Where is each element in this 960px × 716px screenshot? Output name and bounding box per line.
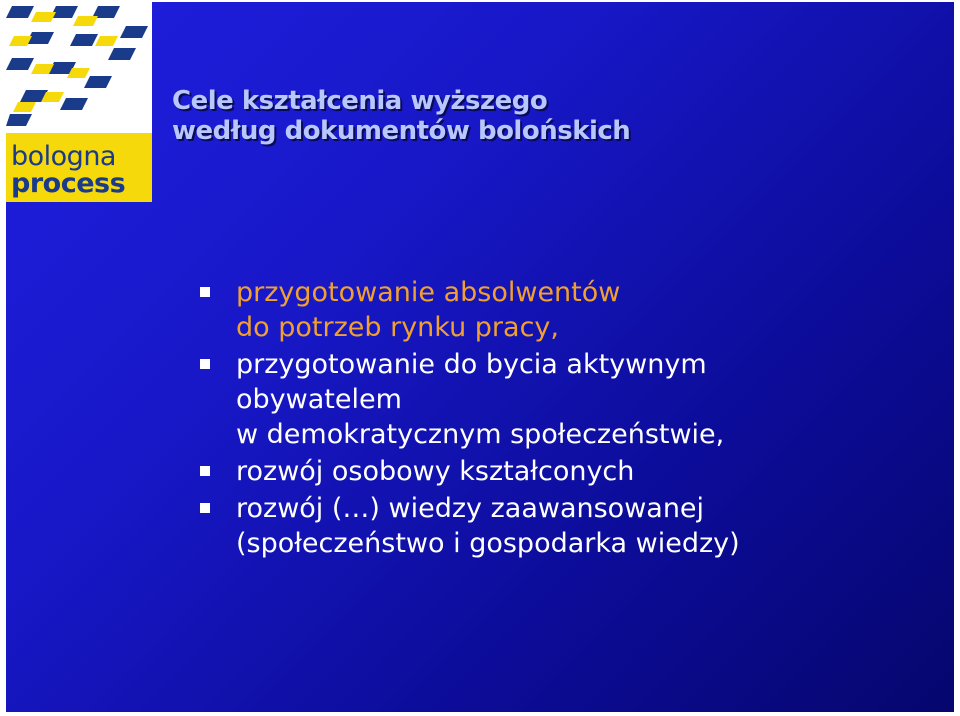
bullet-item-1-line-2: do potrzeb rynku pracy, <box>236 312 559 343</box>
bullet-item-2-line-3: w demokratycznym społeczeństwie, <box>236 419 725 450</box>
bullet-item-4-line-1: rozwój (…) wiedzy zaawansowanej <box>236 493 705 524</box>
square-bullet-icon <box>200 287 210 297</box>
logo-word-bologna: bologna <box>11 141 116 172</box>
bullet-item-1-line-1: przygotowanie absolwentów <box>236 277 621 308</box>
square-bullet-icon <box>200 466 210 476</box>
square-bullet-icon <box>200 503 210 513</box>
bullet-list <box>200 275 920 563</box>
bullet-item-1 <box>200 275 920 345</box>
slide-title <box>172 86 630 146</box>
bullet-item-3 <box>200 454 920 489</box>
square-bullet-icon <box>200 359 210 369</box>
bullet-item-4 <box>200 491 920 561</box>
bullet-item-2-line-1: przygotowanie do bycia aktywnym <box>236 349 707 380</box>
bullet-item-4-line-2: (społeczeństwo i gospodarka wiedzy) <box>236 528 740 559</box>
bullet-item-2 <box>200 347 920 452</box>
bullet-item-3-line-1: rozwój osobowy kształconych <box>236 456 635 487</box>
stars-pattern-icon <box>6 2 152 133</box>
slide-title-line-1: Cele kształcenia wyższego <box>172 86 548 116</box>
bullet-item-2-line-2: obywatelem <box>236 384 402 415</box>
bologna-process-logo <box>6 2 152 202</box>
logo-word-process: process <box>11 168 126 199</box>
slide-title-line-2: według dokumentów bolońskich <box>172 116 631 146</box>
